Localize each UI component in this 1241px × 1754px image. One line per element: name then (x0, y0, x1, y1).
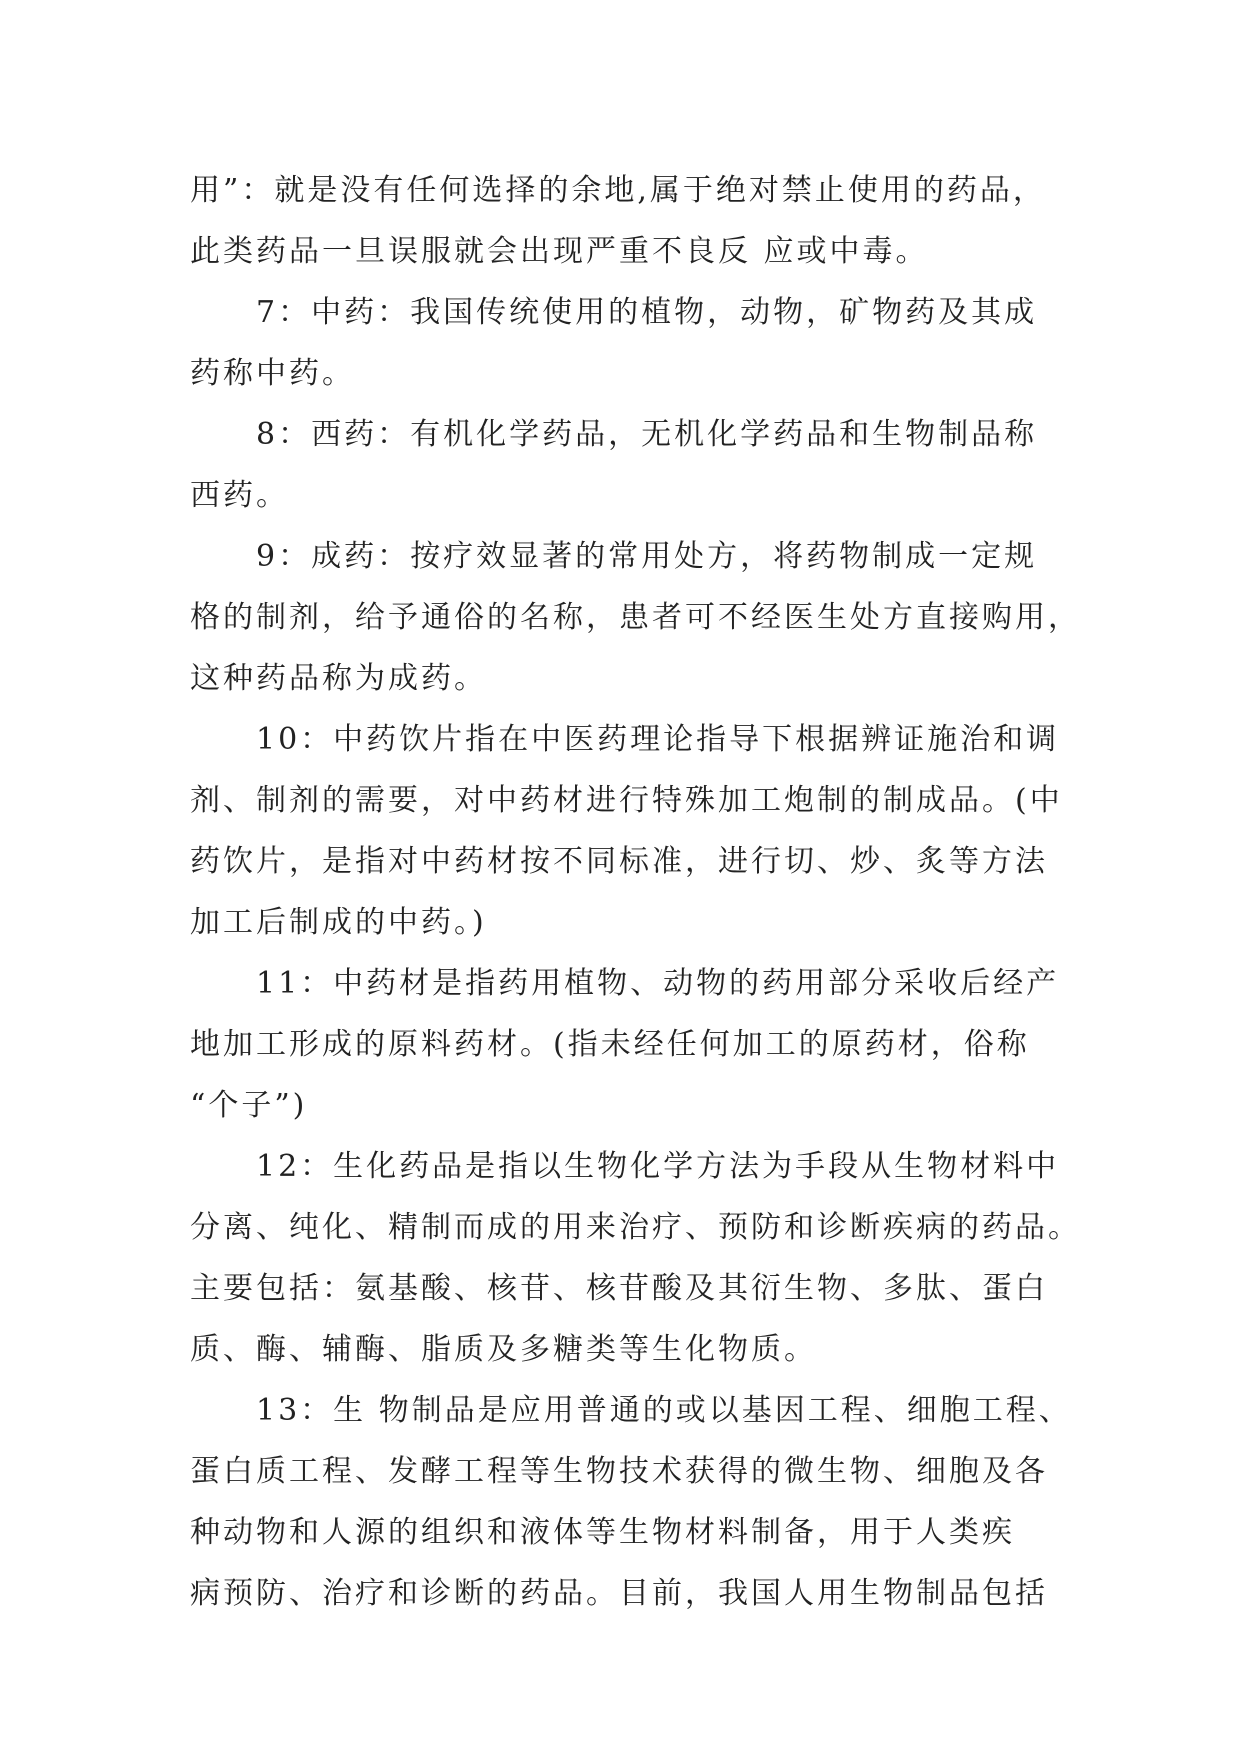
paragraph-line: 13：生 物制品是应用普通的或以基因工程、细胞工程、 (256, 1393, 1072, 1428)
text-line: 病预防、治疗和诊断的药品。目前，我国人用生物制品包括 (190, 1576, 1048, 1611)
text-line: 用”：就是没有任何选择的余地,属于绝对禁止使用的药品， (190, 173, 1046, 208)
text-line: 这种药品称为成药。 (190, 661, 487, 696)
paragraph-line: 9：成药：按疗效显著的常用处方，将药物制成一定规 (256, 539, 1038, 574)
text-line: 剂、制剂的需要，对中药材进行特殊加工炮制的制成品。(中 (190, 783, 1063, 818)
text-line: 格的制剂，给予通俗的名称，患者可不经医生处方直接购用， (190, 600, 1081, 635)
text-line: “个子”) (190, 1088, 308, 1123)
document-body (190, 160, 1081, 1624)
text-line: 分离、纯化、精制而成的用来治疗、预防和诊断疾病的药品。 (190, 1210, 1081, 1245)
text-line: 药饮片，是指对中药材按不同标准，进行切、炒、炙等方法 (190, 844, 1048, 879)
text-line: 西药。 (190, 478, 289, 513)
paragraph-line: 7：中药：我国传统使用的植物，动物，矿物药及其成 (256, 295, 1038, 330)
paragraph-line: 11：中药材是指药用植物、动物的药用部分采收后经产 (256, 966, 1060, 1001)
text-line: 此类药品一旦误服就会出现严重不良反 应或中毒。 (190, 234, 929, 269)
text-line: 质、酶、辅酶、脂质及多糖类等生化物质。 (190, 1332, 817, 1367)
text-line: 主要包括：氨基酸、核苷、核苷酸及其衍生物、多肽、蛋白 (190, 1271, 1048, 1306)
text-line: 种动物和人源的组织和液体等生物材料制备，用于人类疾 (190, 1515, 1015, 1550)
text-line: 药称中药。 (190, 356, 355, 391)
paragraph-line: 10：中药饮片指在中医药理论指导下根据辨证施治和调 (256, 722, 1060, 757)
paragraph-line: 12：生化药品是指以生物化学方法为手段从生物材料中 (256, 1149, 1060, 1184)
text-line: 地加工形成的原料药材。(指未经任何加工的原药材，俗称 (190, 1027, 1030, 1062)
paragraph-line: 8：西药：有机化学药品，无机化学药品和生物制品称 (256, 417, 1038, 452)
text-line: 加工后制成的中药。) (190, 905, 487, 940)
text-line: 蛋白质工程、发酵工程等生物技术获得的微生物、细胞及各 (190, 1454, 1048, 1489)
